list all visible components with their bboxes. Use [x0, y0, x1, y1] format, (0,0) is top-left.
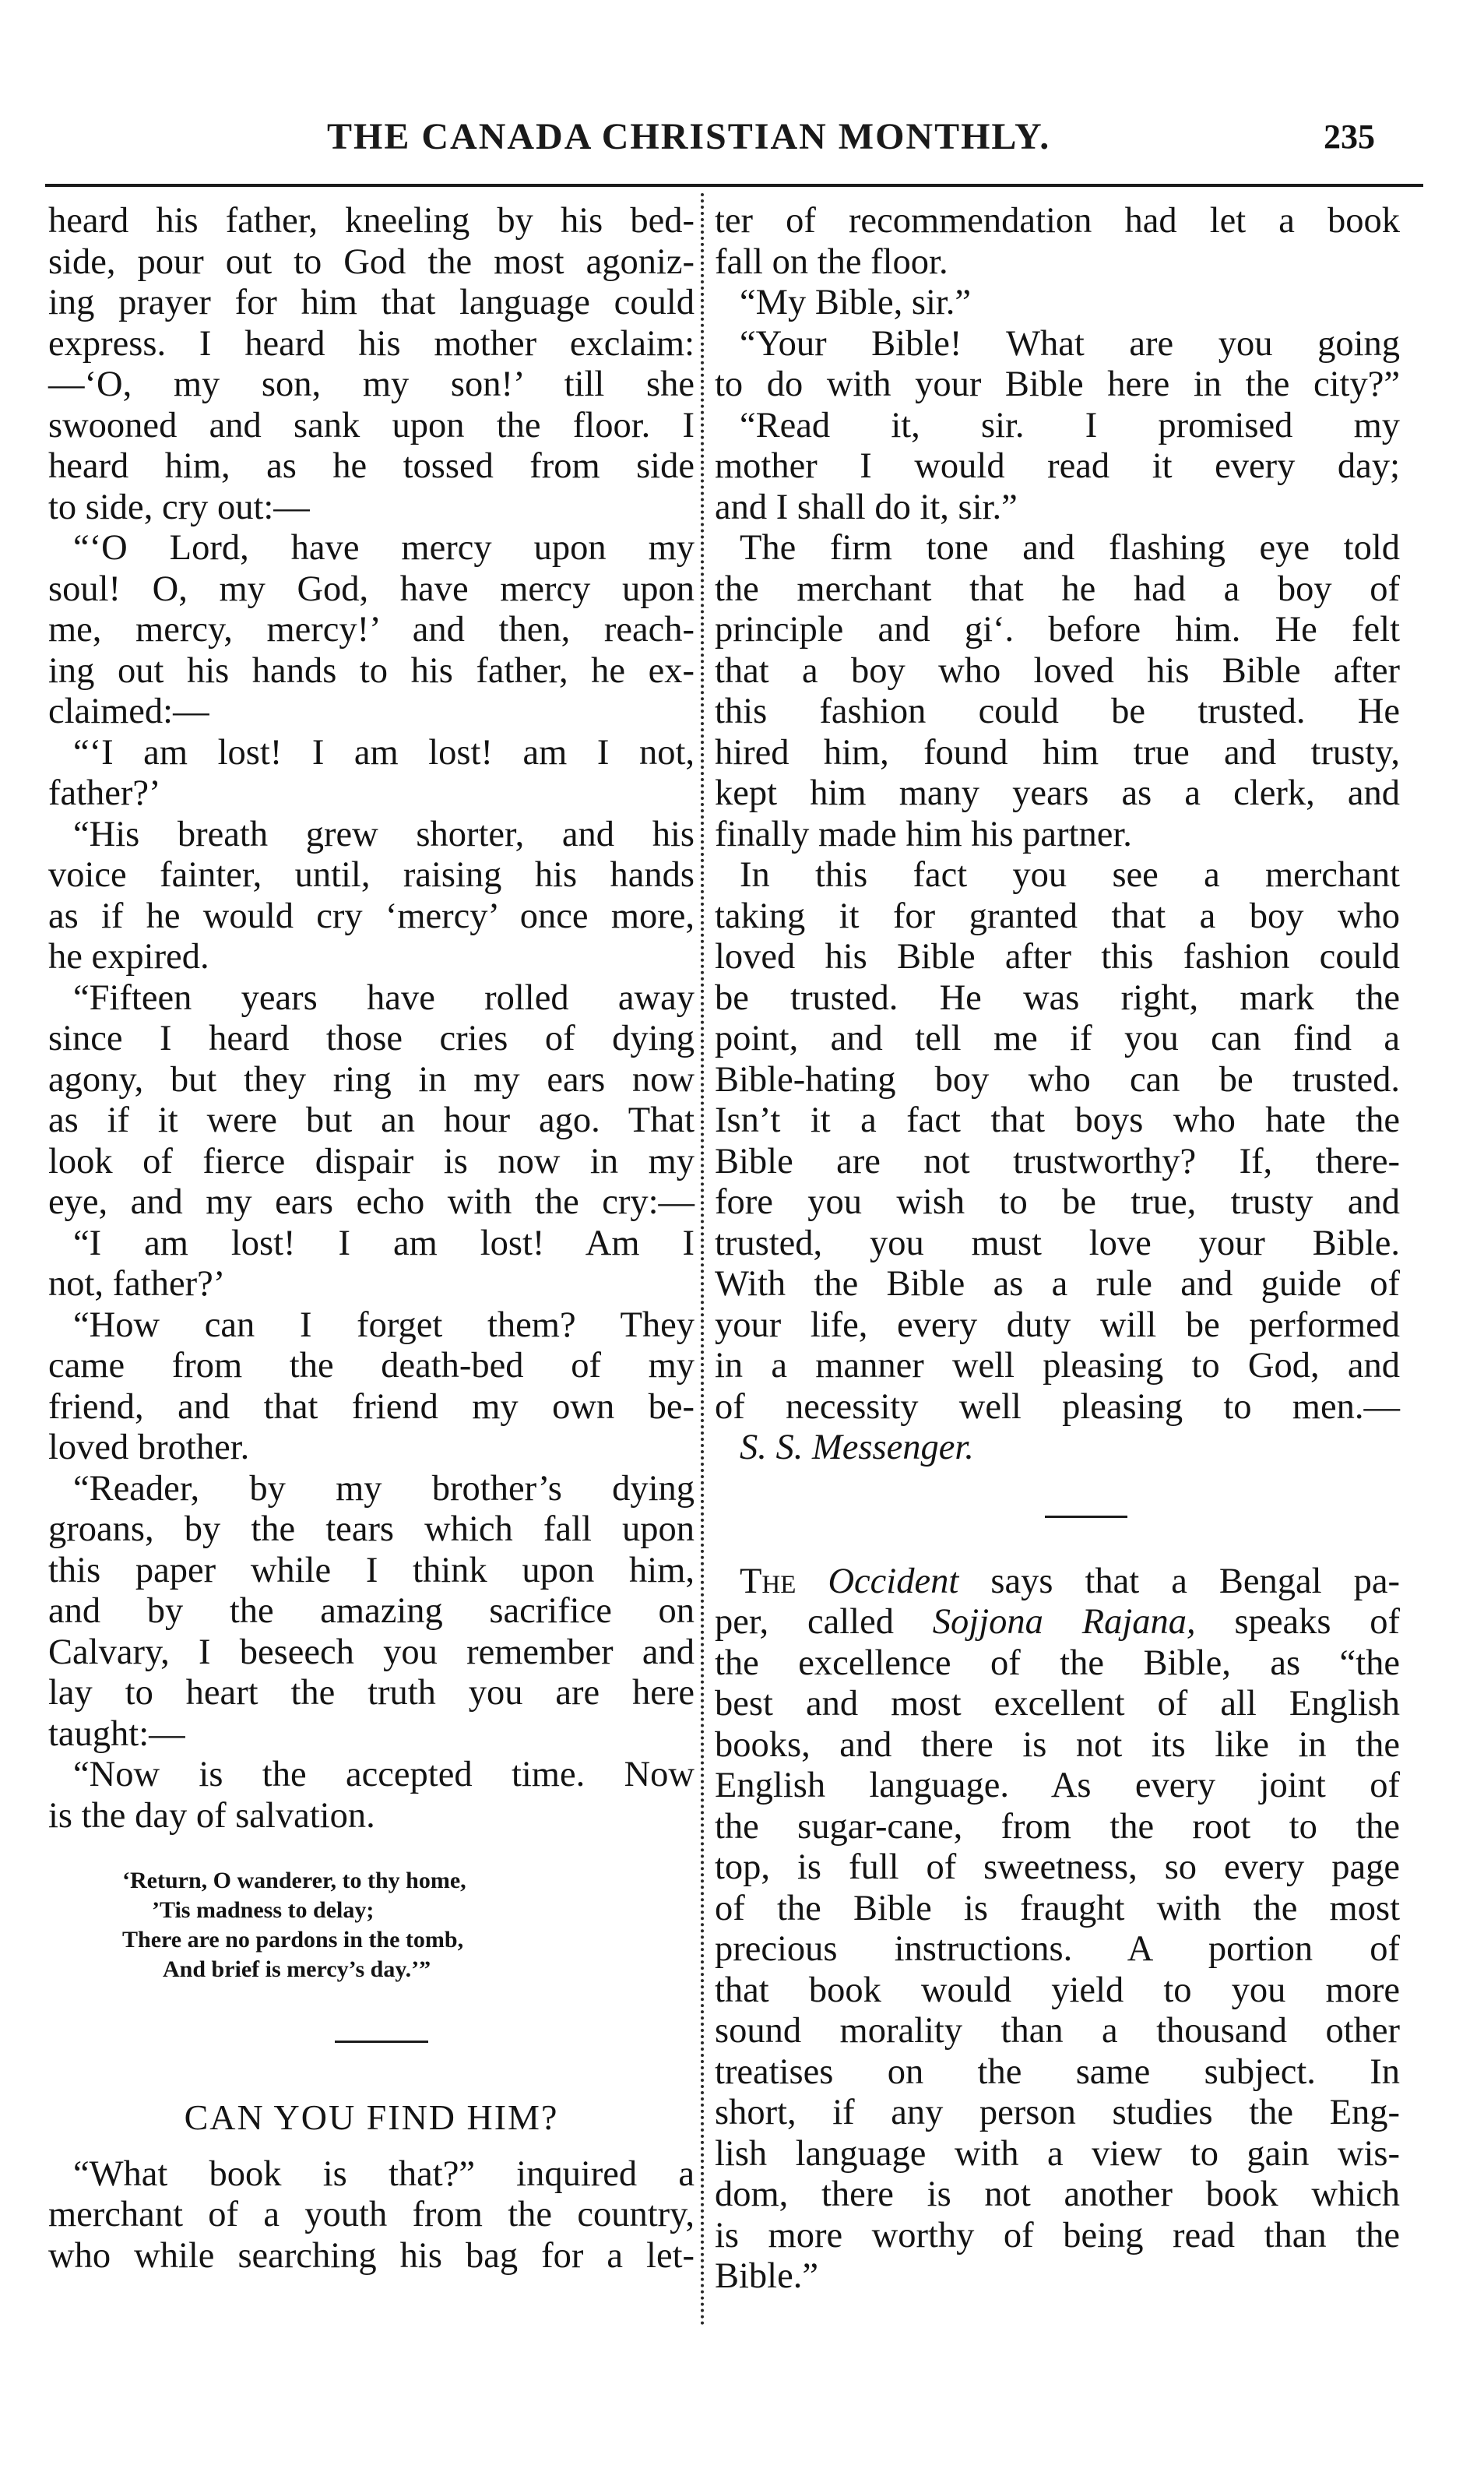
text-line: precious instructions. A portion of: [715, 1929, 1400, 1969]
text-line: is the day of salvation.: [48, 1795, 375, 1836]
text-line: came from the death-bed of my: [48, 1346, 695, 1386]
text-line: that book would yield to you more: [715, 1970, 1400, 2010]
section-divider: [1045, 1516, 1127, 1518]
text-line: lay to heart the truth you are here: [48, 1673, 695, 1713]
column-divider: [701, 193, 704, 2327]
text-line: and I shall do it, sir.”: [715, 487, 1018, 527]
text-line: be trusted. He was right, mark the: [715, 977, 1400, 1018]
text-line: look of fierce dispair is now in my: [48, 1141, 695, 1181]
text-line: Bible are not trustworthy? If, there-: [715, 1141, 1400, 1181]
text-line: side, pour out to God the most agoniz-: [48, 241, 695, 282]
text-line: “My Bible, sir.”: [740, 283, 972, 322]
poem-line: And brief is mercy’s day.’”: [163, 1956, 431, 1982]
right-column: [715, 201, 1400, 2298]
text-line: to side, cry out:—: [48, 487, 310, 527]
left-column: [48, 201, 695, 2277]
text-line: “His breath grew shorter, and his: [73, 814, 695, 854]
header-rule: [45, 184, 1423, 187]
text-line: sound morality than a thousand other: [715, 2011, 1400, 2051]
text-line: the excellence of the Bible, as “the: [715, 1643, 1400, 1683]
text-line: the merchant that he had a boy of: [715, 569, 1400, 609]
text-fragment: speaks of: [1234, 1602, 1401, 1642]
text-line: [715, 1602, 1400, 1643]
text-line: not, father?’: [48, 1264, 226, 1304]
text-line: eye, and my ears echo with the cry:—: [48, 1182, 695, 1222]
text-line: “Reader, by my brother’s dying: [73, 1468, 695, 1509]
text-line: and by the amazing sacrifice on: [48, 1591, 695, 1631]
poem-line: ‘Return, O wanderer, to thy home,: [122, 1868, 466, 1893]
text-line: merchant of a youth from the country,: [48, 2195, 695, 2234]
text-line: since I heard those cries of dying: [48, 1019, 695, 1058]
text-line: as if he would cry ‘mercy’ once more,: [48, 896, 695, 936]
article-heading: CAN YOU FIND HIM?: [184, 2097, 559, 2137]
text-line: fall on the floor.: [715, 241, 948, 282]
poem-quote: [48, 1866, 695, 1984]
text-line: kept him many years as a clerk, and: [715, 773, 1400, 813]
section-divider: [335, 2041, 428, 2043]
signature: [715, 1428, 1400, 1469]
text-line: taking it for granted that a boy who: [715, 896, 1400, 936]
text-line: this paper while I think upon him,: [48, 1550, 695, 1590]
text-line: [715, 1562, 1400, 1603]
running-head: THE CANADA CHRISTIAN MONTHLY.: [327, 116, 1051, 157]
text-line: “‘I am lost! I am lost! am I not,: [73, 732, 695, 773]
text-line: claimed:—: [48, 692, 209, 731]
text-line: of the Bible is fraught with the most: [715, 1888, 1400, 1928]
text-line: heard him, as he tossed from side: [48, 446, 695, 486]
text-line: best and most excellent of all English: [715, 1684, 1400, 1724]
poem-line: There are no pardons in the tomb,: [122, 1927, 464, 1953]
text-line: treatises on the same subject. In: [715, 2051, 1400, 2092]
text-line: top, is full of sweetness, so every page: [715, 1847, 1400, 1887]
text-line: your life, every duty will be performed: [715, 1305, 1400, 1345]
text-line: agony, but they ring in my ears now: [48, 1059, 695, 1100]
text-line: taught:—: [48, 1713, 185, 1754]
small-caps-word: The: [740, 1561, 797, 1601]
text-line: “What book is that?” inquired a: [73, 2153, 695, 2194]
text-line: express. I heard his mother exclaim:: [48, 323, 695, 364]
text-line: ing prayer for him that language could: [48, 283, 695, 322]
text-line: In this fact you see a merchant: [740, 855, 1400, 895]
italic-title: Sojjona Rajana,: [932, 1602, 1196, 1642]
text-line: ter of recommendation had let a book: [715, 201, 1400, 241]
signature-text: S. S. Messenger.: [740, 1428, 974, 1467]
text-line: Calvary, I beseech you remember and: [48, 1632, 695, 1672]
text-line: The firm tone and flashing eye told: [740, 528, 1400, 568]
text-line: father?’: [48, 773, 161, 813]
text-line: Bible-hating boy who can be trusted.: [715, 1059, 1400, 1100]
text-line: loved his Bible after this fashion could: [715, 937, 1400, 977]
italic-title: Occident: [828, 1561, 959, 1601]
text-line: Isn’t it a fact that boys who hate the: [715, 1100, 1400, 1140]
text-line: hired him, found him true and trusty,: [715, 732, 1400, 773]
text-line: finally made him his partner.: [715, 814, 1132, 854]
text-line: “Your Bible! What are you going: [740, 323, 1400, 364]
text-line: voice fainter, until, raising his hands: [48, 855, 695, 895]
text-line: me, mercy, mercy!’ and then, reach-: [48, 610, 695, 650]
text-line: he expired.: [48, 937, 209, 977]
text-line: is more worthy of being read than the: [715, 2215, 1400, 2255]
text-line: mother I would read it every day;: [715, 446, 1400, 486]
text-line: ing out his hands to his father, he ex-: [48, 650, 695, 691]
page-number: 235: [1324, 118, 1375, 156]
text-line: With the Bible as a rule and guide of: [715, 1264, 1400, 1304]
poem-line: ’Tis madness to delay;: [152, 1897, 375, 1923]
text-line: principle and gi‘. before him. He felt: [715, 610, 1400, 650]
text-line: groans, by the tears which fall upon: [48, 1509, 695, 1549]
text-line: trusted, you must love your Bible.: [715, 1223, 1400, 1263]
text-fragment: per, called: [715, 1602, 894, 1642]
text-line: lish language with a view to gain wis-: [715, 2133, 1400, 2174]
text-line: swooned and sank upon the floor. I: [48, 405, 695, 445]
text-line: of necessity well pleasing to men.—: [715, 1386, 1400, 1427]
text-line: in a manner well pleasing to God, and: [715, 1346, 1400, 1386]
text-line: “Read it, sir. I promised my: [740, 405, 1400, 445]
text-line: this fashion could be trusted. He: [715, 692, 1400, 731]
text-line: friend, and that friend my own be-: [48, 1386, 695, 1427]
text-fragment: says that a Bengal pa-: [990, 1561, 1401, 1601]
text-line: Bible.”: [715, 2256, 819, 2296]
text-line: who while searching his bag for a let-: [48, 2235, 695, 2276]
text-line: the sugar-cane, from the root to the: [715, 1806, 1400, 1847]
text-line: fore you wish to be true, trusty and: [715, 1182, 1400, 1222]
text-line: “‘O Lord, have mercy upon my: [73, 528, 695, 568]
text-line: “Fifteen years have rolled away: [73, 977, 695, 1018]
text-line: loved brother.: [48, 1428, 250, 1467]
text-line: —‘O, my son, my son!’ till she: [48, 364, 695, 404]
text-line: heard his father, kneeling by his bed-: [48, 201, 695, 241]
text-line: “I am lost! I am lost! Am I: [73, 1223, 695, 1263]
text-line: dom, there is not another book which: [715, 2174, 1400, 2214]
text-line: short, if any person studies the Eng-: [715, 2093, 1400, 2132]
text-line: “How can I forget them? They: [73, 1305, 695, 1345]
text-line: point, and tell me if you can find a: [715, 1019, 1400, 1058]
text-line: “Now is the accepted time. Now: [73, 1755, 695, 1794]
text-line: to do with your Bible here in the city?”: [715, 364, 1400, 404]
text-line: as if it were but an hour ago. That: [48, 1100, 695, 1140]
text-line: that a boy who loved his Bible after: [715, 650, 1400, 691]
text-line: books, and there is not its like in the: [715, 1724, 1400, 1765]
text-line: English language. As every joint of: [715, 1766, 1400, 1805]
text-line: soul! O, my God, have mercy upon: [48, 569, 695, 609]
